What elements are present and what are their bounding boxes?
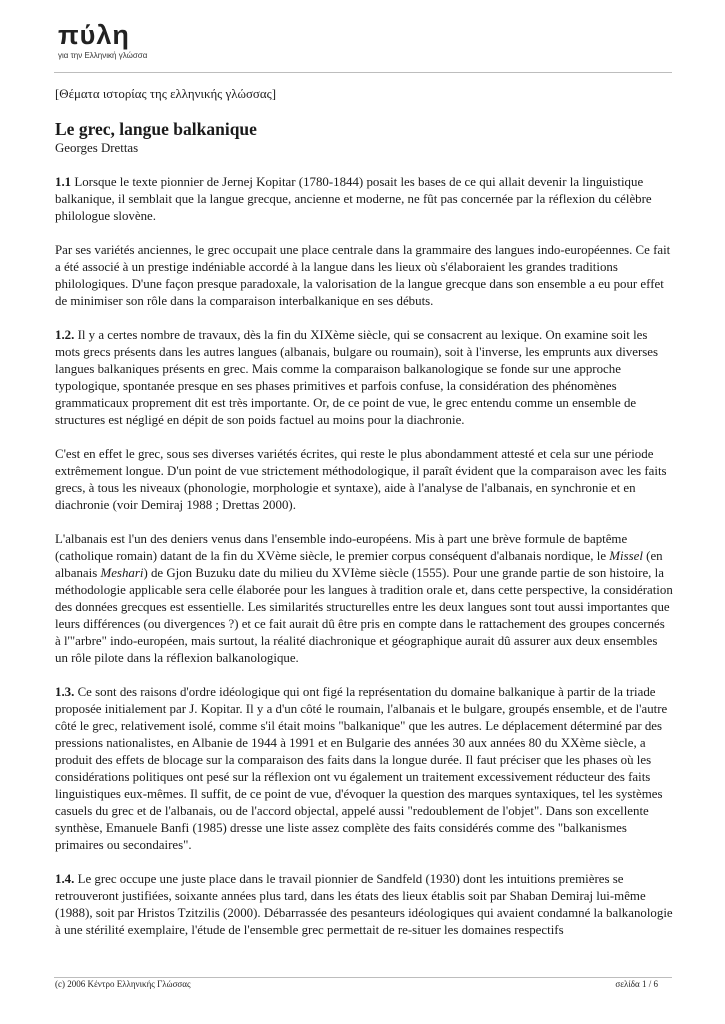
article-author: Georges Drettas bbox=[55, 141, 139, 155]
category-label: [Θέματα ιστορίας της ελληνικής γλώσσας] bbox=[55, 87, 276, 101]
paragraph-text: Il y a certes nombre de travaux, dès la fin du XIXème siècle, qui se consacrent au lexique. On examine soit les mots grecs présents dans les autres langues (albanais, bulgare ou roumain), soit à l'inverse, les emprunts aux diverses langues balkaniques présents en grec. Mais comme la comparaison balkanologique se fonde sur une approche typologique, spontanée presque en ses phases primitives et parfois confuse, la considération des phénomènes grammaticaux proprement dit est très importante. Or, de ce point de vue, le grec entendu comme un ensemble de structures est négligé en dépit de son poids factuel au moins pour la diachronie. bbox=[55, 328, 659, 427]
paragraph bbox=[55, 531, 673, 667]
paragraph-text: Par ses variétés anciennes, le grec occupait une place centrale dans la grammaire des langues indo-européennes. Ce fait a été associé à un prestige indéniable accordé à la langue dans les lieux où s'élaboraient les grandes traditions philologiques. D'une façon presque paradoxale, la valorisation de la langue grecque dans son ensemble a eu pour effet de minimiser son rôle dans la comparaison interbalkanique en ses débuts. bbox=[55, 243, 671, 308]
paragraph-text: L'albanais est l'un des deniers venus dans l'ensemble indo-européens. Mis à part une brève formule de baptême (catholique romain) datant de la fin du XVème siècle, le premier corpus conséquent d'albanais nordique, le bbox=[55, 532, 628, 563]
paragraph bbox=[55, 684, 673, 854]
paragraph bbox=[55, 174, 673, 225]
page-number: σελίδα 1 / 6 bbox=[615, 979, 658, 989]
section-number: 1.2. bbox=[55, 328, 75, 342]
paragraph bbox=[55, 446, 673, 514]
paragraph-text: ) de Gjon Buzuku date du milieu du XVIème siècle (1555). Pour une grande partie de son histoire, la méthodologie applicable sera celle élaborée pour les langues à tradition orale et, dans cette perspective, la considération des données grecques est essentielle. Les similarités structurelles entre les deux langues sont tout aussi importantes que leurs différences (ou divergences ?) et ce fait aurait dû être pris en compte dans le rattachement des groupes concernés à l'"arbre" indo-européen, mais surtout, la réalité diachronique et géographique aurait dû assurer aux deux ensembles un rôle pilote dans la réflexion balkanologique. bbox=[55, 566, 673, 665]
paragraph-text: Lorsque le texte pionnier de Jernej Kopitar (1780-1844) posait les bases de ce qui allait devenir la linguistique balkanique, il semblait que la langue grecque, ancienne et moderne, ne fût pas concernée par la réflexion du célèbre philologue slovène. bbox=[55, 175, 652, 223]
article-title: Le grec, langue balkanique bbox=[55, 119, 257, 139]
logo-wordmark: πύλη bbox=[58, 20, 130, 50]
paragraph bbox=[55, 242, 673, 310]
document-body bbox=[55, 86, 673, 956]
footer-divider bbox=[54, 977, 672, 978]
section-number: 1.4. bbox=[55, 872, 75, 886]
book-title-italic: Meshari bbox=[100, 566, 144, 580]
paragraph-text: Ce sont des raisons d'ordre idéologique qui ont figé la représentation du domaine balkanique à partir de la triade proposée initialement par J. Kopitar. Il y a d'un côté le roumain, l'albanais et le bulgare, groupés ensemble, et de l'autre côté le grec, relativement isolé, comme s'il était moins "balkanique" que les autres. Le déplacement déterminé par des pressions nationalistes, en Albanie de 1944 à 1991 et en Bulgarie des années 30 aux années 80 du XXème siècle, a produit des effets de blocage sur la comparaison des faits dans la longue durée. Il faut préciser que les phases où les considérations politiques ont pesé sur la réflexion ont vu également un traitement excessivement réducteur des faits linguistiques eux-mêmes. Il suffit, de ce point de vue, d'évoquer la question des marques syntaxiques, tel les systèmes casuels du grec et de l'albanais, ou de l'accord objectal, appelé aussi "redoublement de l'objet". Dans son excellente synthèse, Emanuele Banfi (1985) dresse une liste assez complète des faits considérés comme des "balkanismes primaires ou secondaires". bbox=[55, 685, 668, 852]
book-title-italic: Missel bbox=[609, 549, 643, 563]
logo-subtitle: για την Ελληνική γλώσσα bbox=[58, 51, 148, 60]
paragraph bbox=[55, 327, 673, 429]
section-number: 1.1 bbox=[55, 175, 72, 189]
paragraph-text: (en albanais bbox=[55, 549, 663, 580]
site-logo[interactable] bbox=[58, 22, 168, 60]
section-number: 1.3. bbox=[55, 685, 75, 699]
paragraph bbox=[55, 871, 673, 939]
paragraph-text: C'est en effet le grec, sous ses diverses variétés écrites, qui reste le plus abondamment attesté et cela sur une période extrêmement longue. D'un point de vue strictement méthodologique, il paraît évident que la comparaison avec les faits grecs, à tous les niveaux (phonologie, morphologie et syntaxe), aide à l'analyse de l'albanais, en synchronie et en diachronie (voir Demiraj 1988 ; Drettas 2000). bbox=[55, 447, 667, 512]
paragraph-text: Le grec occupe une juste place dans le travail pionnier de Sandfeld (1930) dont les intuitions premières se retrouveront justifiées, soixante années plus tard, dans les états des lieux établis soit par Shaban Demiraj lui-même (1988), soit par Hristos Tzitzilis (2000). Débarrassée des pesanteurs idéologiques qui avaient condamné la balkanologie à une stérilité exemplaire, l'étude de l'ensemble grec permettait de re-situer les domaines respectifs bbox=[55, 872, 673, 937]
copyright-text: (c) 2006 Κέντρο Ελληνικής Γλώσσας bbox=[55, 979, 191, 989]
header-divider bbox=[54, 72, 672, 73]
